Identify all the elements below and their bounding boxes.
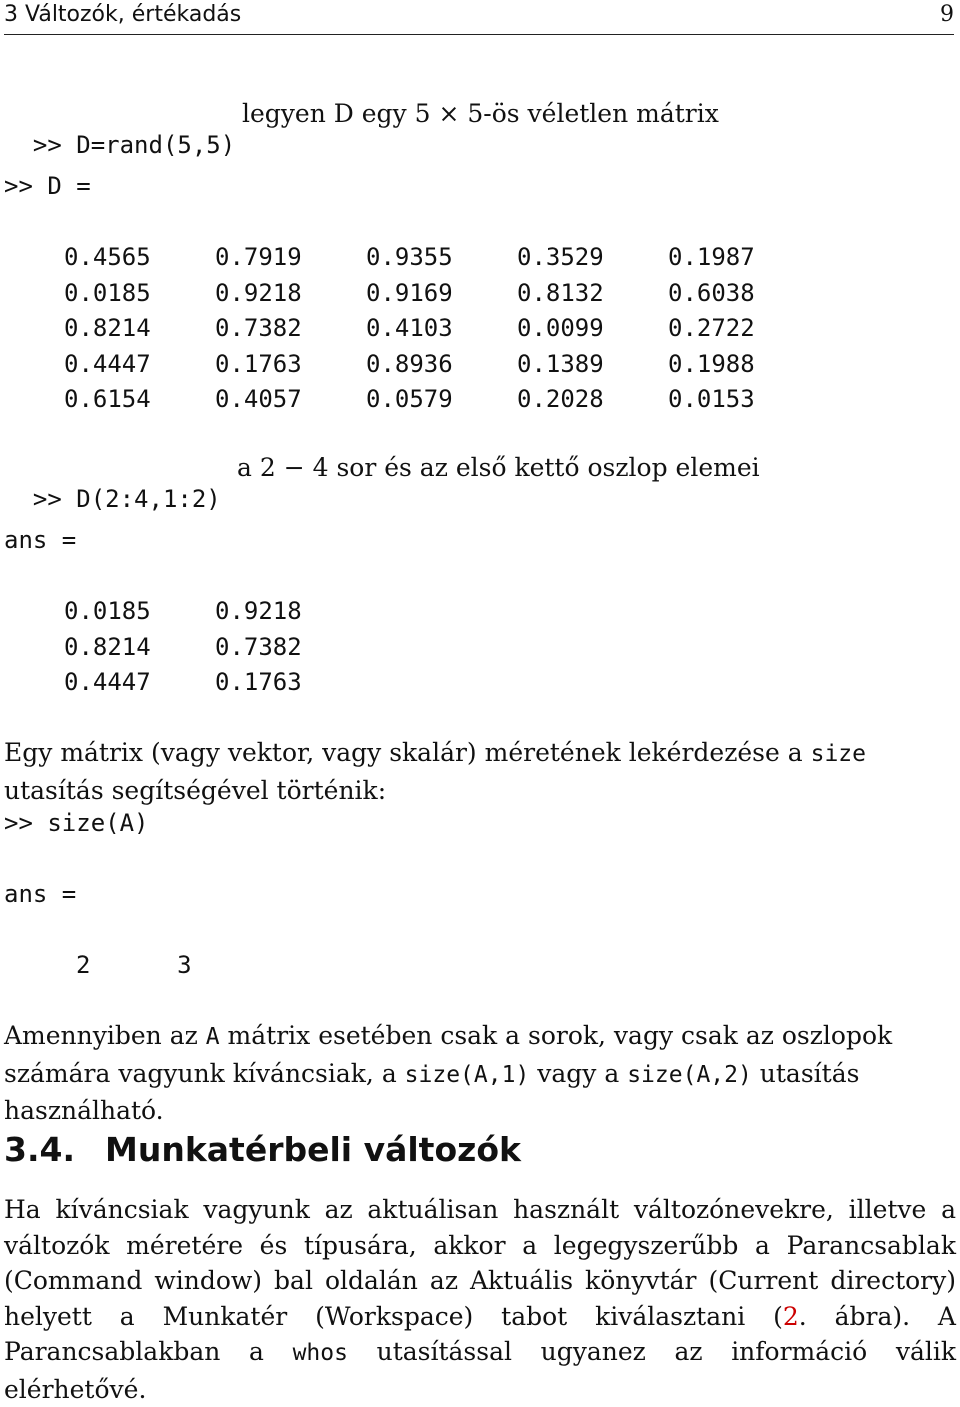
- paragraph-text: mátrix esetében csak a sorok, vagy csak az oszlopok számára vagyunk kíváncsiak, a: [4, 1021, 893, 1088]
- command-line-size: >> size(A): [4, 809, 149, 837]
- paragraph-text: . ábra). A Parancsablakban a: [4, 1301, 956, 1366]
- output-value: 2: [76, 951, 91, 979]
- matrix-row: [64, 276, 819, 312]
- matrix-row: [64, 382, 819, 418]
- command-text: >> D=rand(5,5): [32, 131, 236, 159]
- matrix-row: [64, 630, 366, 666]
- matrix-cell: 0.9355: [366, 243, 453, 271]
- matrix-row: [64, 347, 819, 383]
- matrix-cell: 0.6038: [668, 278, 755, 307]
- inline-code: size(A,2): [627, 1061, 752, 1088]
- matrix-cell: 0.9218: [215, 278, 302, 307]
- inline-code: whos: [292, 1340, 348, 1366]
- matrix-cell: 0.4447: [64, 349, 151, 378]
- matrix-cell: 0.1987: [668, 243, 755, 271]
- paragraph-text: Amennyiben az: [4, 1021, 206, 1050]
- inline-code: size: [810, 741, 866, 767]
- paragraph-text: utasítás segítségével történik:: [4, 775, 387, 805]
- matrix-cell: 0.0185: [64, 597, 151, 625]
- matrix-row: [64, 594, 366, 630]
- matrix-cell: 0.8936: [366, 349, 453, 378]
- matrix-cell: 0.2722: [668, 314, 755, 342]
- matrix-row: [64, 665, 366, 701]
- matrix-cell: 0.8214: [64, 632, 151, 661]
- paragraph-workspace: [4, 1192, 956, 1407]
- section-heading: [4, 1130, 521, 1169]
- matrix-d: [64, 240, 819, 418]
- running-header: [4, 0, 954, 35]
- matrix-sub: [64, 594, 366, 701]
- matrix-cell: 0.4447: [64, 668, 151, 696]
- matrix-cell: 0.0099: [517, 314, 604, 342]
- matrix-cell: 0.4565: [64, 243, 151, 271]
- section-title: Munkatérbeli változók: [105, 1130, 521, 1169]
- command-remark: legyen D egy 5 × 5-ös véletlen mátrix: [242, 99, 719, 128]
- output-values: [76, 950, 192, 980]
- matrix-row: [64, 311, 819, 347]
- command-line-subindex: [4, 454, 221, 514]
- matrix-cell: 0.1988: [668, 349, 755, 378]
- matrix-cell: 0.8132: [517, 278, 604, 307]
- inline-code: A: [205, 1024, 220, 1050]
- paragraph-size: [4, 735, 956, 808]
- figure-reference-link[interactable]: 2: [782, 1301, 799, 1331]
- matrix-cell: 0.2028: [517, 385, 604, 413]
- matrix-cell: 0.8214: [64, 314, 151, 342]
- command-remark: a 2 − 4 sor és az első kettő oszlop elemei: [237, 453, 760, 482]
- matrix-cell: 0.0185: [64, 278, 151, 307]
- matrix-cell: 0.6154: [64, 385, 151, 413]
- matrix-cell: 0.0579: [366, 385, 453, 413]
- paragraph-text: utasítás használható.: [4, 1058, 860, 1125]
- paragraph-text: Egy mátrix (vagy vektor, vagy skalár) méretének lekérdezése a: [4, 738, 811, 767]
- page-number: 9: [940, 2, 954, 27]
- output-label-ans: ans =: [4, 526, 77, 554]
- matrix-cell: 0.7382: [215, 632, 302, 661]
- paragraph-text: vagy a: [529, 1058, 628, 1088]
- matrix-cell: 0.3529: [517, 243, 604, 271]
- matrix-cell: 0.4057: [215, 385, 302, 413]
- matrix-cell: 0.0153: [668, 385, 755, 413]
- chapter-title: 3 Változók, értékadás: [4, 2, 242, 27]
- paragraph-size-dimensions: [4, 1018, 956, 1129]
- matrix-cell: 0.1763: [215, 349, 302, 378]
- matrix-cell: 0.9169: [366, 278, 453, 307]
- paragraph-text: utasítással ugyanez az információ válik elérhetővé.: [4, 1337, 957, 1404]
- matrix-cell: 0.1389: [517, 349, 604, 378]
- matrix-row: [64, 240, 819, 276]
- inline-code: size(A,1): [404, 1061, 530, 1088]
- output-label-d: >> D =: [4, 172, 91, 200]
- command-line-rand: [4, 100, 235, 160]
- paragraph-text: Ha kíváncsiak vagyunk az aktuálisan használt változónevekre, illetve a változók méretére és típusára, akkor a legegyszerűbb a Parancsablak (Command window) bal oldalán az Aktuális könyvtár (Current directory) helyett a Munkatér (Workspace) tabot kiválasztani (: [4, 1195, 956, 1331]
- command-text: >> D(2:4,1:2): [32, 485, 221, 513]
- matrix-cell: 0.1763: [215, 668, 302, 696]
- output-value: 3: [177, 951, 192, 979]
- output-label-ans: ans =: [4, 880, 77, 908]
- matrix-cell: 0.9218: [215, 597, 302, 625]
- matrix-cell: 0.7919: [215, 243, 302, 271]
- matrix-cell: 0.7382: [215, 314, 302, 342]
- matrix-cell: 0.4103: [366, 314, 453, 342]
- section-number: 3.4.: [4, 1130, 75, 1169]
